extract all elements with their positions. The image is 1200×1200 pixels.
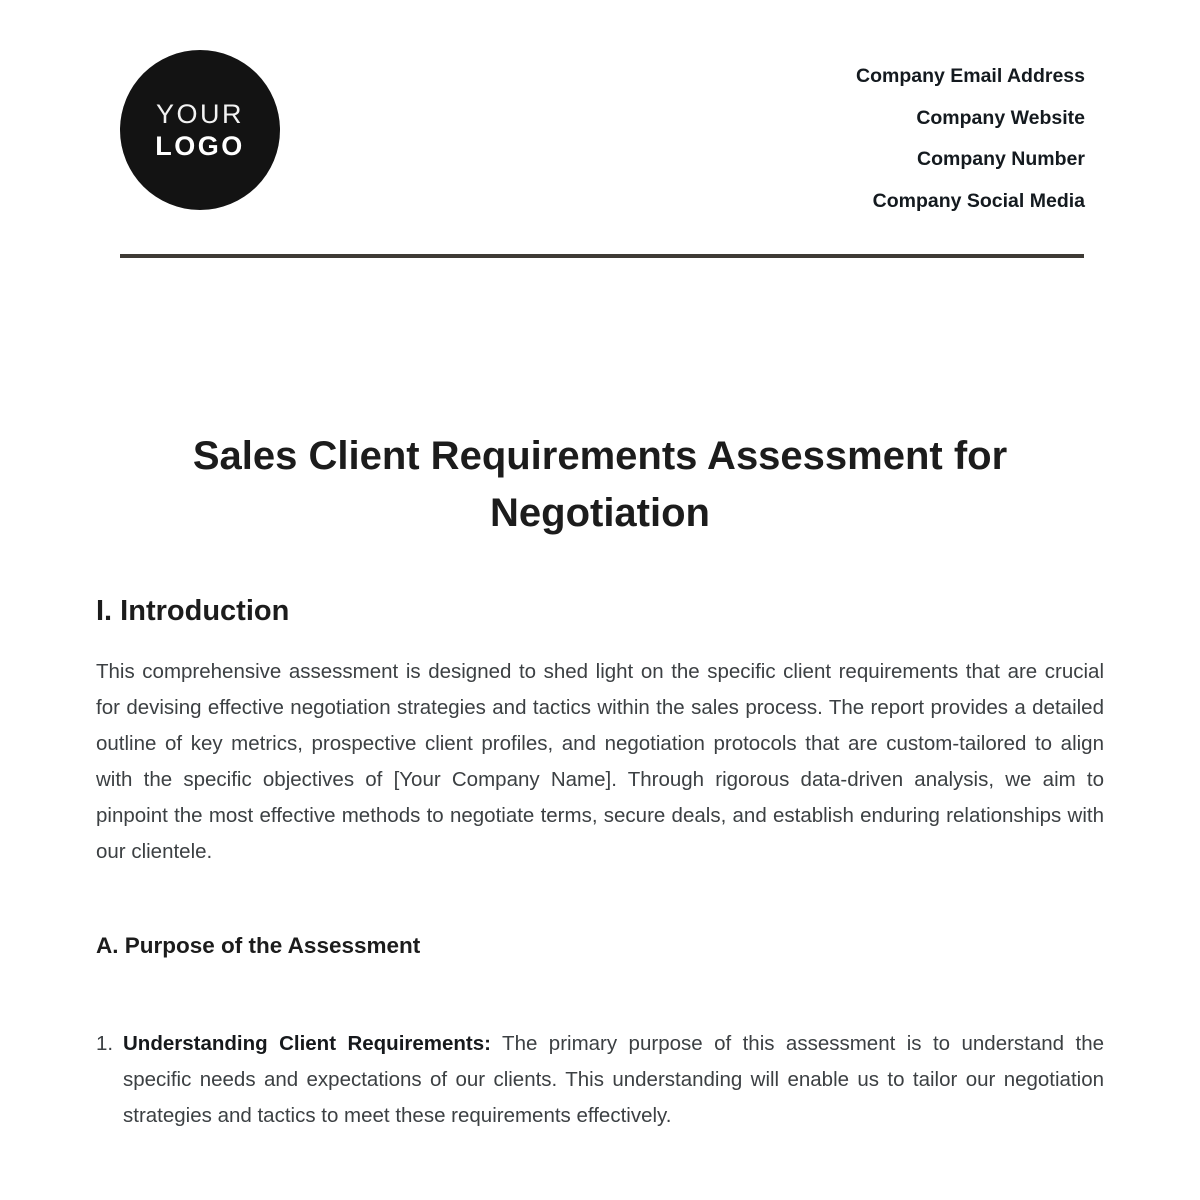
- company-website-line: Company Website: [916, 106, 1085, 129]
- purpose-heading: A. Purpose of the Assessment: [96, 933, 421, 958]
- document-header: [0, 0, 1200, 222]
- list-item-label: Understanding Client Requirements:: [123, 1032, 491, 1055]
- list-item: [96, 1026, 1104, 1134]
- list-item-text: The primary purpose of this assessment is to understand the specific needs and expectations of our clients. This understanding will enable us to tailor our negotiation strategies and tactics to meet these requirements effectively.: [123, 1032, 1104, 1127]
- header-divider: [120, 254, 1084, 258]
- document-title: Sales Client Requirements Assessment for Negotiation: [192, 434, 1008, 535]
- list-item-content: [123, 1026, 1104, 1134]
- introduction-paragraph: This comprehensive assessment is designed to shed light on the specific client requirements that are crucial for devising effective negotiation strategies and tactics within the sales process. The report provides a detailed outline of key metrics, prospective client profiles, and negotiation protocols that are custom-tailored to align with the specific objectives of [Your Company Name]. Through rigorous data-driven analysis, we aim to pinpoint the most effective methods to negotiate terms, secure deals, and establish enduring relationships with our clientele.: [96, 660, 1104, 863]
- company-logo: [120, 50, 280, 210]
- list-item-number: 1.: [96, 1032, 114, 1055]
- logo-text-your: YOUR: [155, 99, 244, 129]
- company-social-line: Company Social Media: [872, 189, 1085, 212]
- purpose-list: [96, 1026, 1104, 1134]
- logo-text-logo: LOGO: [155, 131, 245, 161]
- company-number-line: Company Number: [917, 148, 1085, 170]
- introduction-heading: I. Introduction: [96, 595, 290, 627]
- company-contact-block: [856, 50, 1085, 222]
- company-email-line: Company Email Address: [855, 65, 1085, 87]
- document-body: [0, 428, 1200, 1134]
